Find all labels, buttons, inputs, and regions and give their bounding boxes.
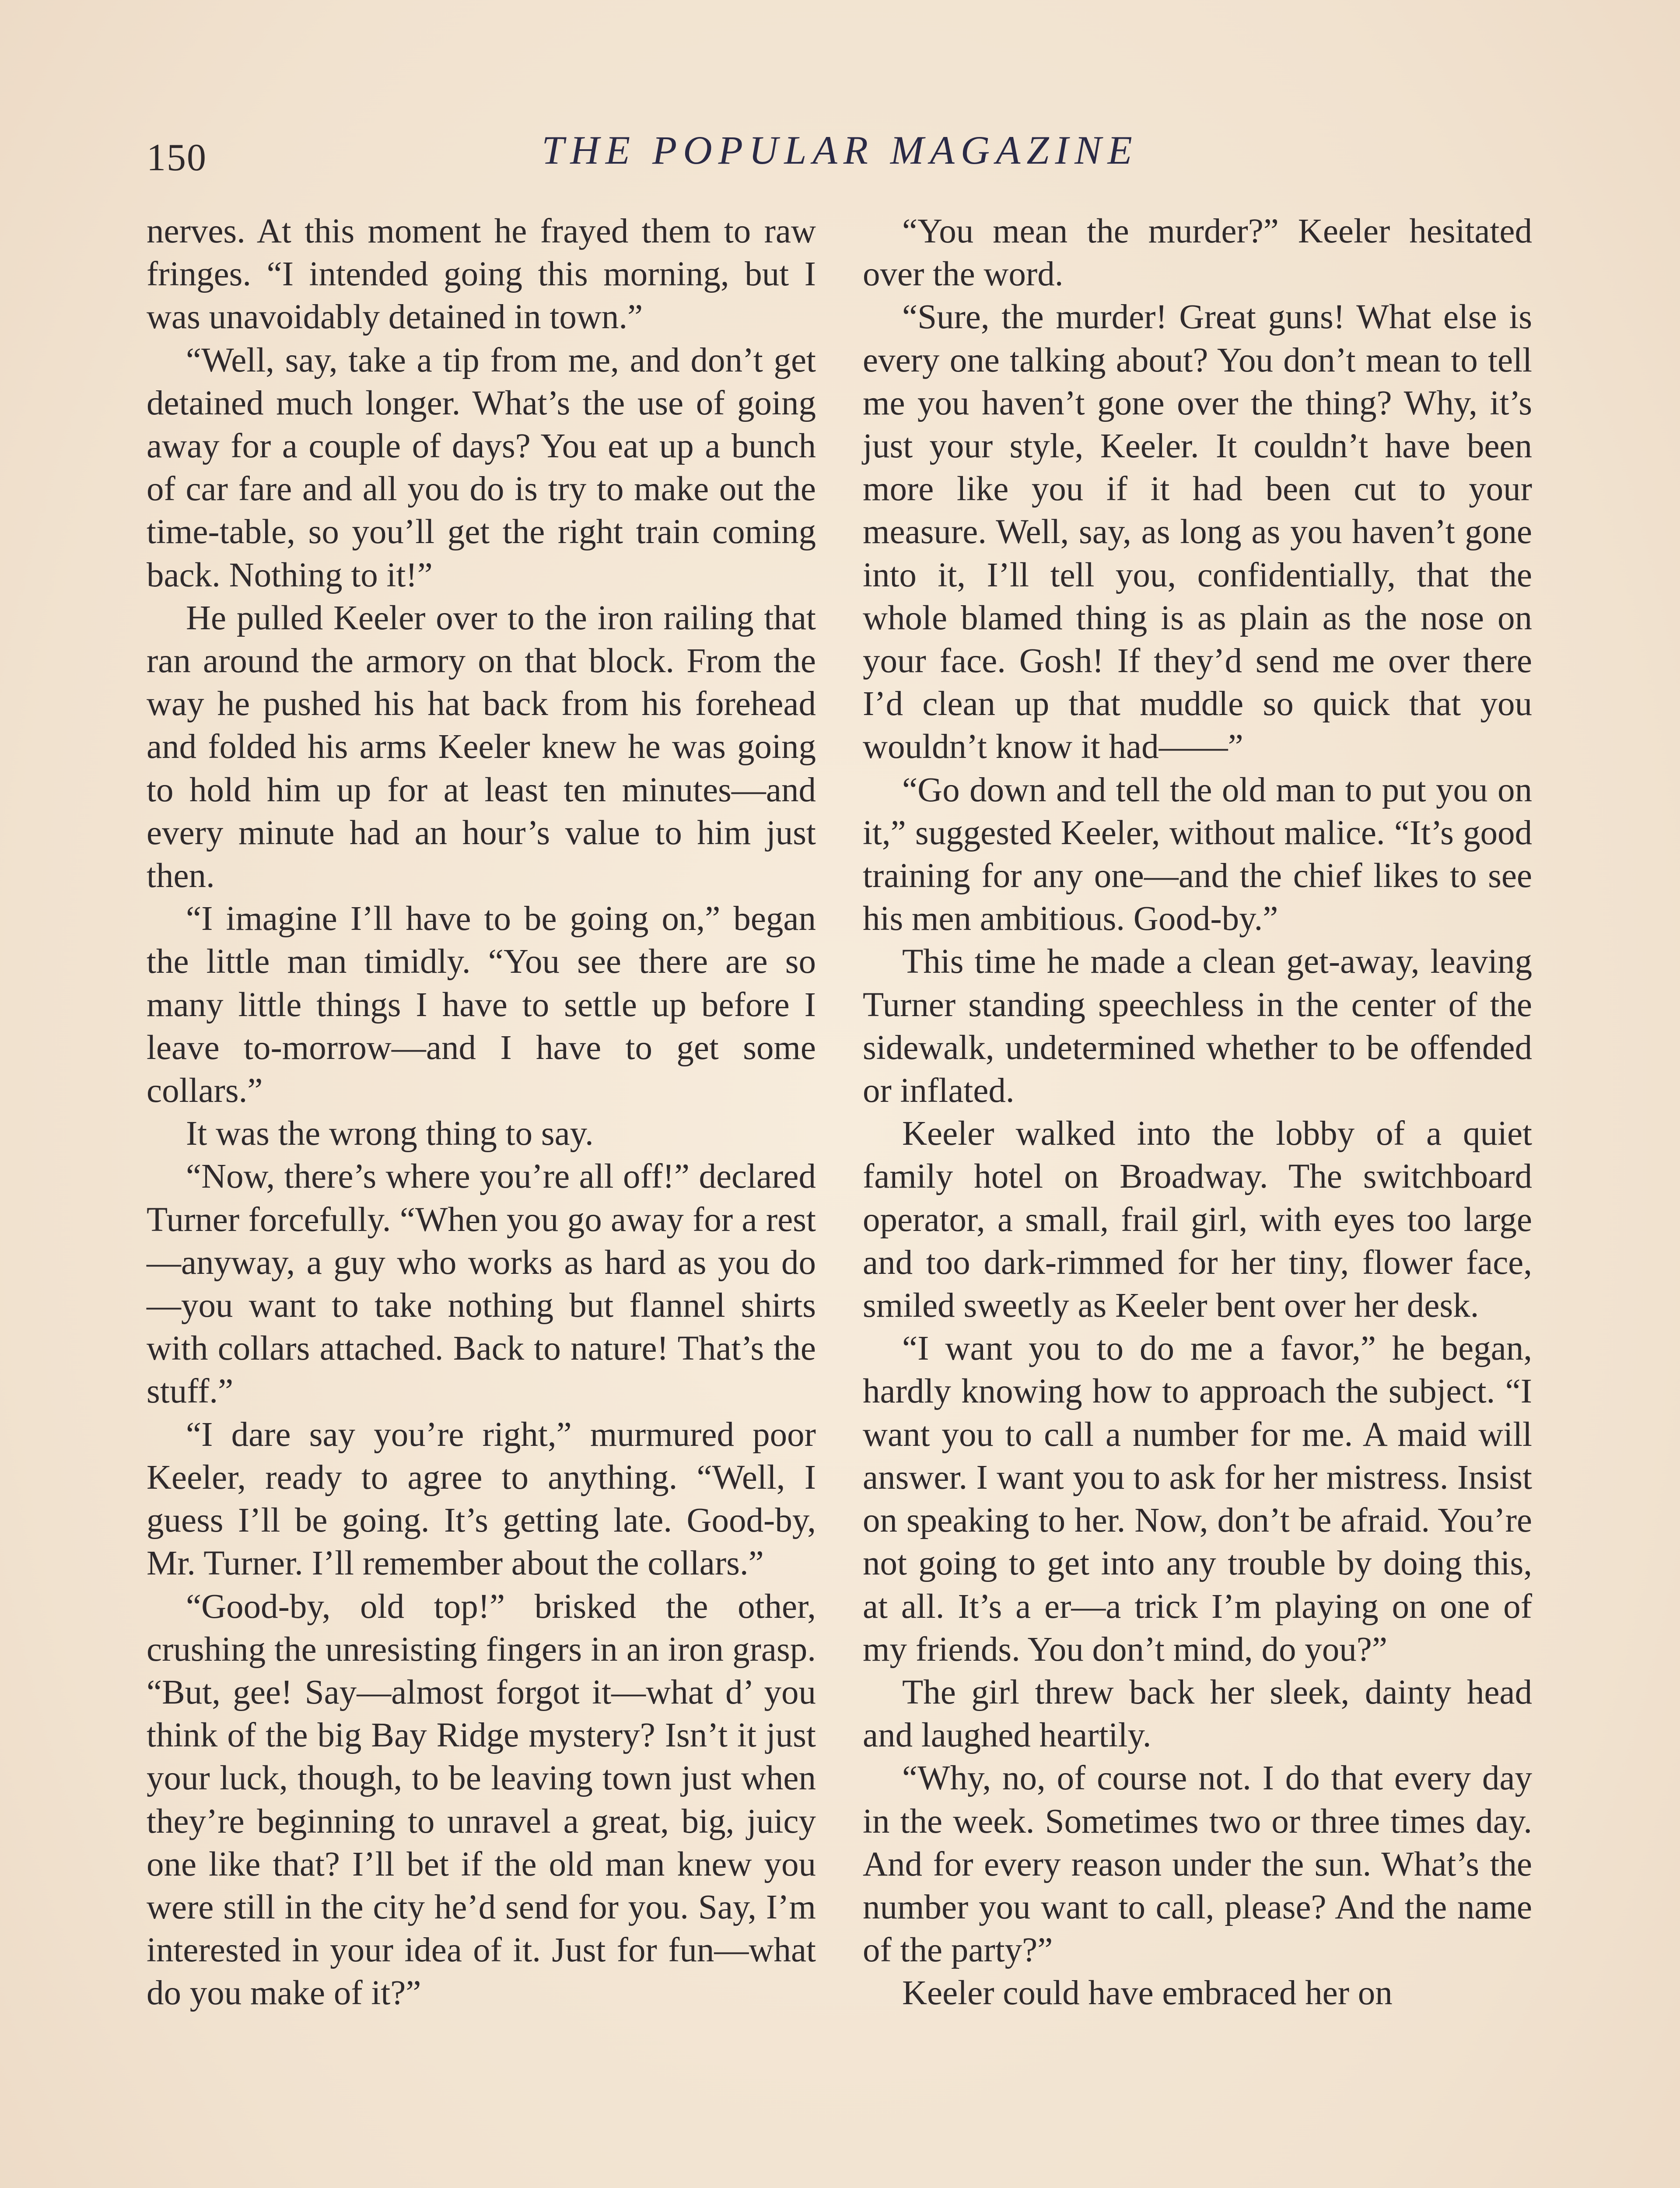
paragraph: “I want you to do me a favor,” he began, hardly knowing how to approach the subject. “I want you to call a number for me. A maid will answer. I want you to ask for her mistress. Insist on speaking to her. Now, don’t be afraid. You’re not going to get into any trouble by doing this, at all. It’s a er—a trick I’m playing on one of my friends. You don’t mind, do you?” (863, 1329, 1532, 1669)
paragraph: Keeler could have embraced her on (902, 1974, 1393, 2013)
running-head-title: THE POPULAR MAGAZINE (542, 128, 1138, 172)
page-number: 150 (147, 137, 207, 179)
right-text-column (863, 210, 1532, 2015)
paragraph: “Good-by, old top!” brisked the other, crushing the unresisting fingers in an iron grasp. “But, gee! Say—almost forgot it—what d’ you think of the big Bay Ridge mystery? Isn’t it just your luck, though, to be leaving town just when they’re beginning to unravel a great, big, juicy one like that? I’ll bet if the old man knew you were still in the city he’d send for you. Say, I’m interested in your idea of it. Just for fun—what do you make of it?” (147, 1587, 816, 2013)
paragraph: “Go down and tell the old man to put you on it,” suggested Keeler, without malice. “It’s good training for any one—and the chief likes to see his men ambitious. Good-by.” (863, 771, 1532, 938)
paragraph: nerves. At this moment he frayed them to raw fringes. “I intended going this morning, but I was unavoidably detained in town.” (147, 212, 816, 337)
paragraph: “I imagine I’ll have to be going on,” began the little man timidly. “You see there are so many little things I have to settle up before I leave to-morrow—and I have to get some collars.” (147, 900, 816, 1110)
paragraph: This time he made a clean get-away, leaving Turner standing speechless in the center of the sidewalk, undetermined whether to be offended or inflated. (863, 943, 1532, 1110)
paragraph: “Well, say, take a tip from me, and don’t get detained much longer. What’s the use of going away for a couple of days? You eat up a bunch of car fare and all you do is try to make out the time-table, so you’ll get the right train coming back. Nothing to it!” (147, 341, 816, 594)
paragraph: “Now, there’s where you’re all off!” declared Turner forcefully. “When you go away for a rest—anyway, a guy who works as hard as you do—you want to take nothing but flannel shirts with collars attached. Back to nature! That’s the stuff.” (147, 1157, 816, 1411)
paragraph: “Why, no, of course not. I do that every day in the week. Sometimes two or three times day. And for every reason under the sun. What’s the number you want to call, please? And the name of the party?” (863, 1759, 1532, 1970)
paragraph: The girl threw back her sleek, dainty head and laughed heartily. (863, 1673, 1532, 1755)
page-header (147, 127, 1533, 193)
left-text-column (147, 210, 816, 2015)
paragraph: It was the wrong thing to say. (186, 1115, 594, 1153)
paragraph: “You mean the murder?” Keeler hesitated over the word. (863, 212, 1532, 294)
paragraph: He pulled Keeler over to the iron railing that ran around the armory on that block. From the way he pushed his hat back from his forehead and folded his arms Keeler knew he was going to hold him up for at least ten minutes—and every minute had an hour’s value to him just then. (147, 599, 816, 895)
paragraph: Keeler walked into the lobby of a quiet family hotel on Broadway. The switchboard operator, a small, frail girl, with eyes too large and too dark-rimmed for her tiny, flower face, smiled sweetly as Keeler bent over her desk. (863, 1115, 1532, 1325)
paragraph: “Sure, the murder! Great guns! What else is every one talking about? You don’t mean to tell me you haven’t gone over the thing? Why, it’s just your style, Keeler. It couldn’t have been more like you if it had been cut to your measure. Well, say, as long as you haven’t gone into it, I’ll tell you, confidentially, that the whole blamed thing is as plain as the nose on your face. Gosh! If they’d send me over there I’d clean up that muddle so quick that you wouldn’t know it had——” (863, 298, 1532, 766)
paragraph: “I dare say you’re right,” murmured poor Keeler, ready to agree to anything. “Well, I guess I’ll be going. It’s getting late. Good-by, Mr. Turner. I’ll remember about the collars.” (147, 1415, 816, 1583)
